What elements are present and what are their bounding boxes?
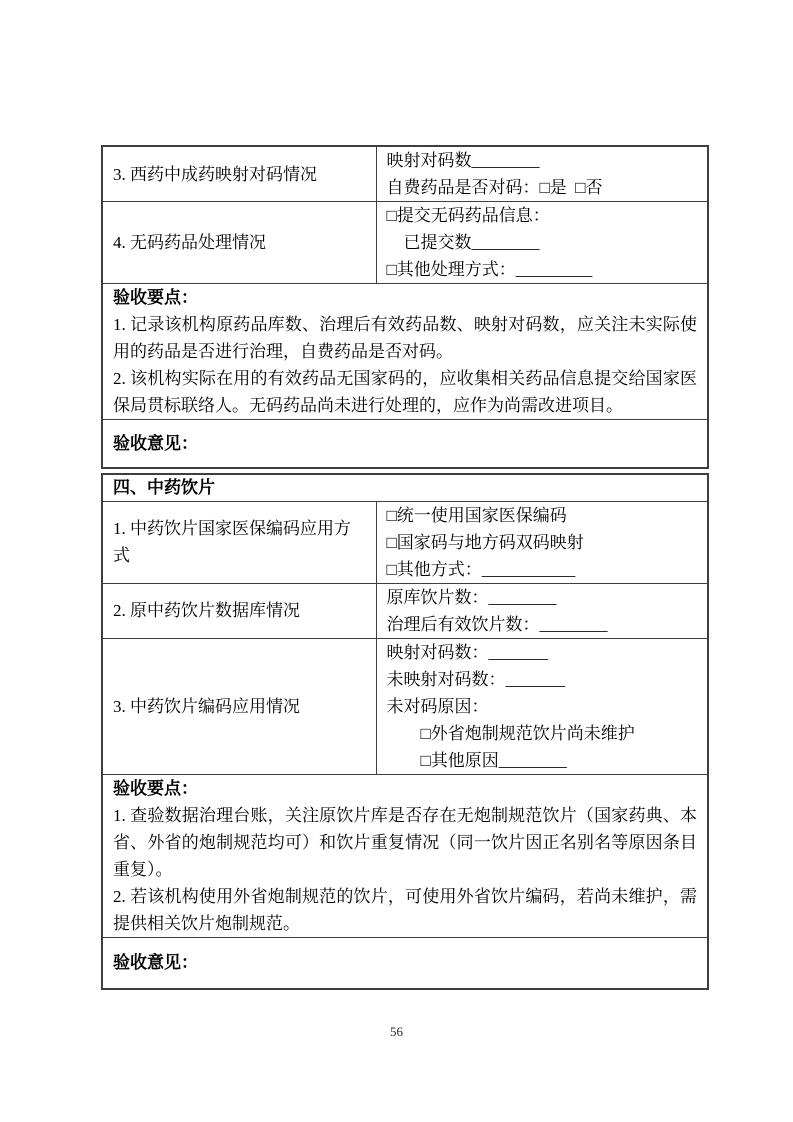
form-page-content [101,145,707,990]
row-value-uncoded-drugs [376,202,708,284]
row-value-original-database [376,583,708,638]
submitted-count-blank: 已提交数________ [403,233,540,252]
other-handling-checkbox: □其他处理方式：_________ [386,260,593,279]
other-mode-checkbox: □其他方式：___________ [386,559,576,579]
unified-national-code-checkbox: □统一使用国家医保编码 [386,505,567,525]
key-point-item: 1. 记录该机构原药品库数、治理后有效药品数、映射对码数，应关注未实际使用的药品是否进行治理，自费药品是否对码。 [113,315,697,361]
self-paid-coded-checkboxes: 自费药品是否对码：□是 □否 [386,178,603,197]
original-piece-count-blank: 原库饮片数：________ [386,587,557,607]
row-label-coding-application-mode: 1. 中药饮片国家医保编码应用方式 [102,501,376,583]
table-row-section-title [102,474,708,502]
row-value-coding-application-status [376,638,708,774]
opinion-cell [102,420,708,468]
key-points-cell [102,284,708,420]
other-reason-checkbox: □其他原因________ [420,750,567,770]
opinion-heading: 验收意见： [113,433,198,453]
row-label-uncoded-drugs: 4. 无码药品处理情况 [102,202,376,284]
table-row-original-database [102,583,708,638]
herbal-pieces-table [101,473,709,991]
page-number: 56 [390,1024,403,1039]
opinion-heading: 验收意见： [113,953,198,973]
effective-piece-count-blank: 治理后有效饮片数：________ [386,614,608,634]
table-row-key-points [102,284,708,420]
section-title: 四、中药饮片 [102,474,708,502]
table-row-coding-application-status [102,638,708,774]
row-label-coding-application-status: 3. 中药饮片编码应用情况 [102,638,376,774]
row-label-western-mapping: 3. 西药中成药映射对码情况 [102,146,376,202]
table-row-western-mapping [102,146,708,202]
row-label-original-database: 2. 原中药饮片数据库情况 [102,583,376,638]
western-drugs-table [101,145,709,469]
table-row-opinion [102,420,708,468]
opinion-cell [102,937,708,989]
table-row-key-points [102,774,708,937]
uncoded-reason-label: 未对码原因： [386,696,489,716]
table-row-uncoded-drugs [102,202,708,284]
table-row-opinion [102,937,708,989]
key-points-cell [102,774,708,937]
key-points-heading: 验收要点： [113,778,198,798]
dual-code-mapping-checkbox: □国家码与地方码双码映射 [386,532,584,552]
mapped-count-blank: 映射对码数：_______ [386,642,548,662]
submit-uncoded-info-checkbox: □提交无码药品信息： [386,206,550,225]
key-points-heading: 验收要点： [113,288,198,307]
unmapped-count-blank: 未映射对码数：_______ [386,669,565,689]
key-point-item: 1. 查验数据治理台账，关注原饮片库是否存在无炮制规范饮片（国家药典、本省、外省的炮制规范均可）和饮片重复情况（同一饮片因正名别名等原因条目重复）。 [113,805,697,879]
table-row-coding-application-mode [102,501,708,583]
key-point-item: 2. 该机构实际在用的有效药品无国家码的，应收集相关药品信息提交给国家医保局贯标联络人。无码药品尚未进行处理的，应作为尚需改进项目。 [113,369,697,415]
out-province-standard-checkbox: □外省炮制规范饮片尚未维护 [420,723,635,743]
row-value-western-mapping [376,146,708,202]
row-value-coding-application-mode [376,501,708,583]
key-point-item: 2. 若该机构使用外省炮制规范的饮片，可使用外省饮片编码，若尚未维护，需提供相关饮片炮制规范。 [113,886,697,933]
mapped-code-count-blank: 映射对码数________ [386,151,540,170]
